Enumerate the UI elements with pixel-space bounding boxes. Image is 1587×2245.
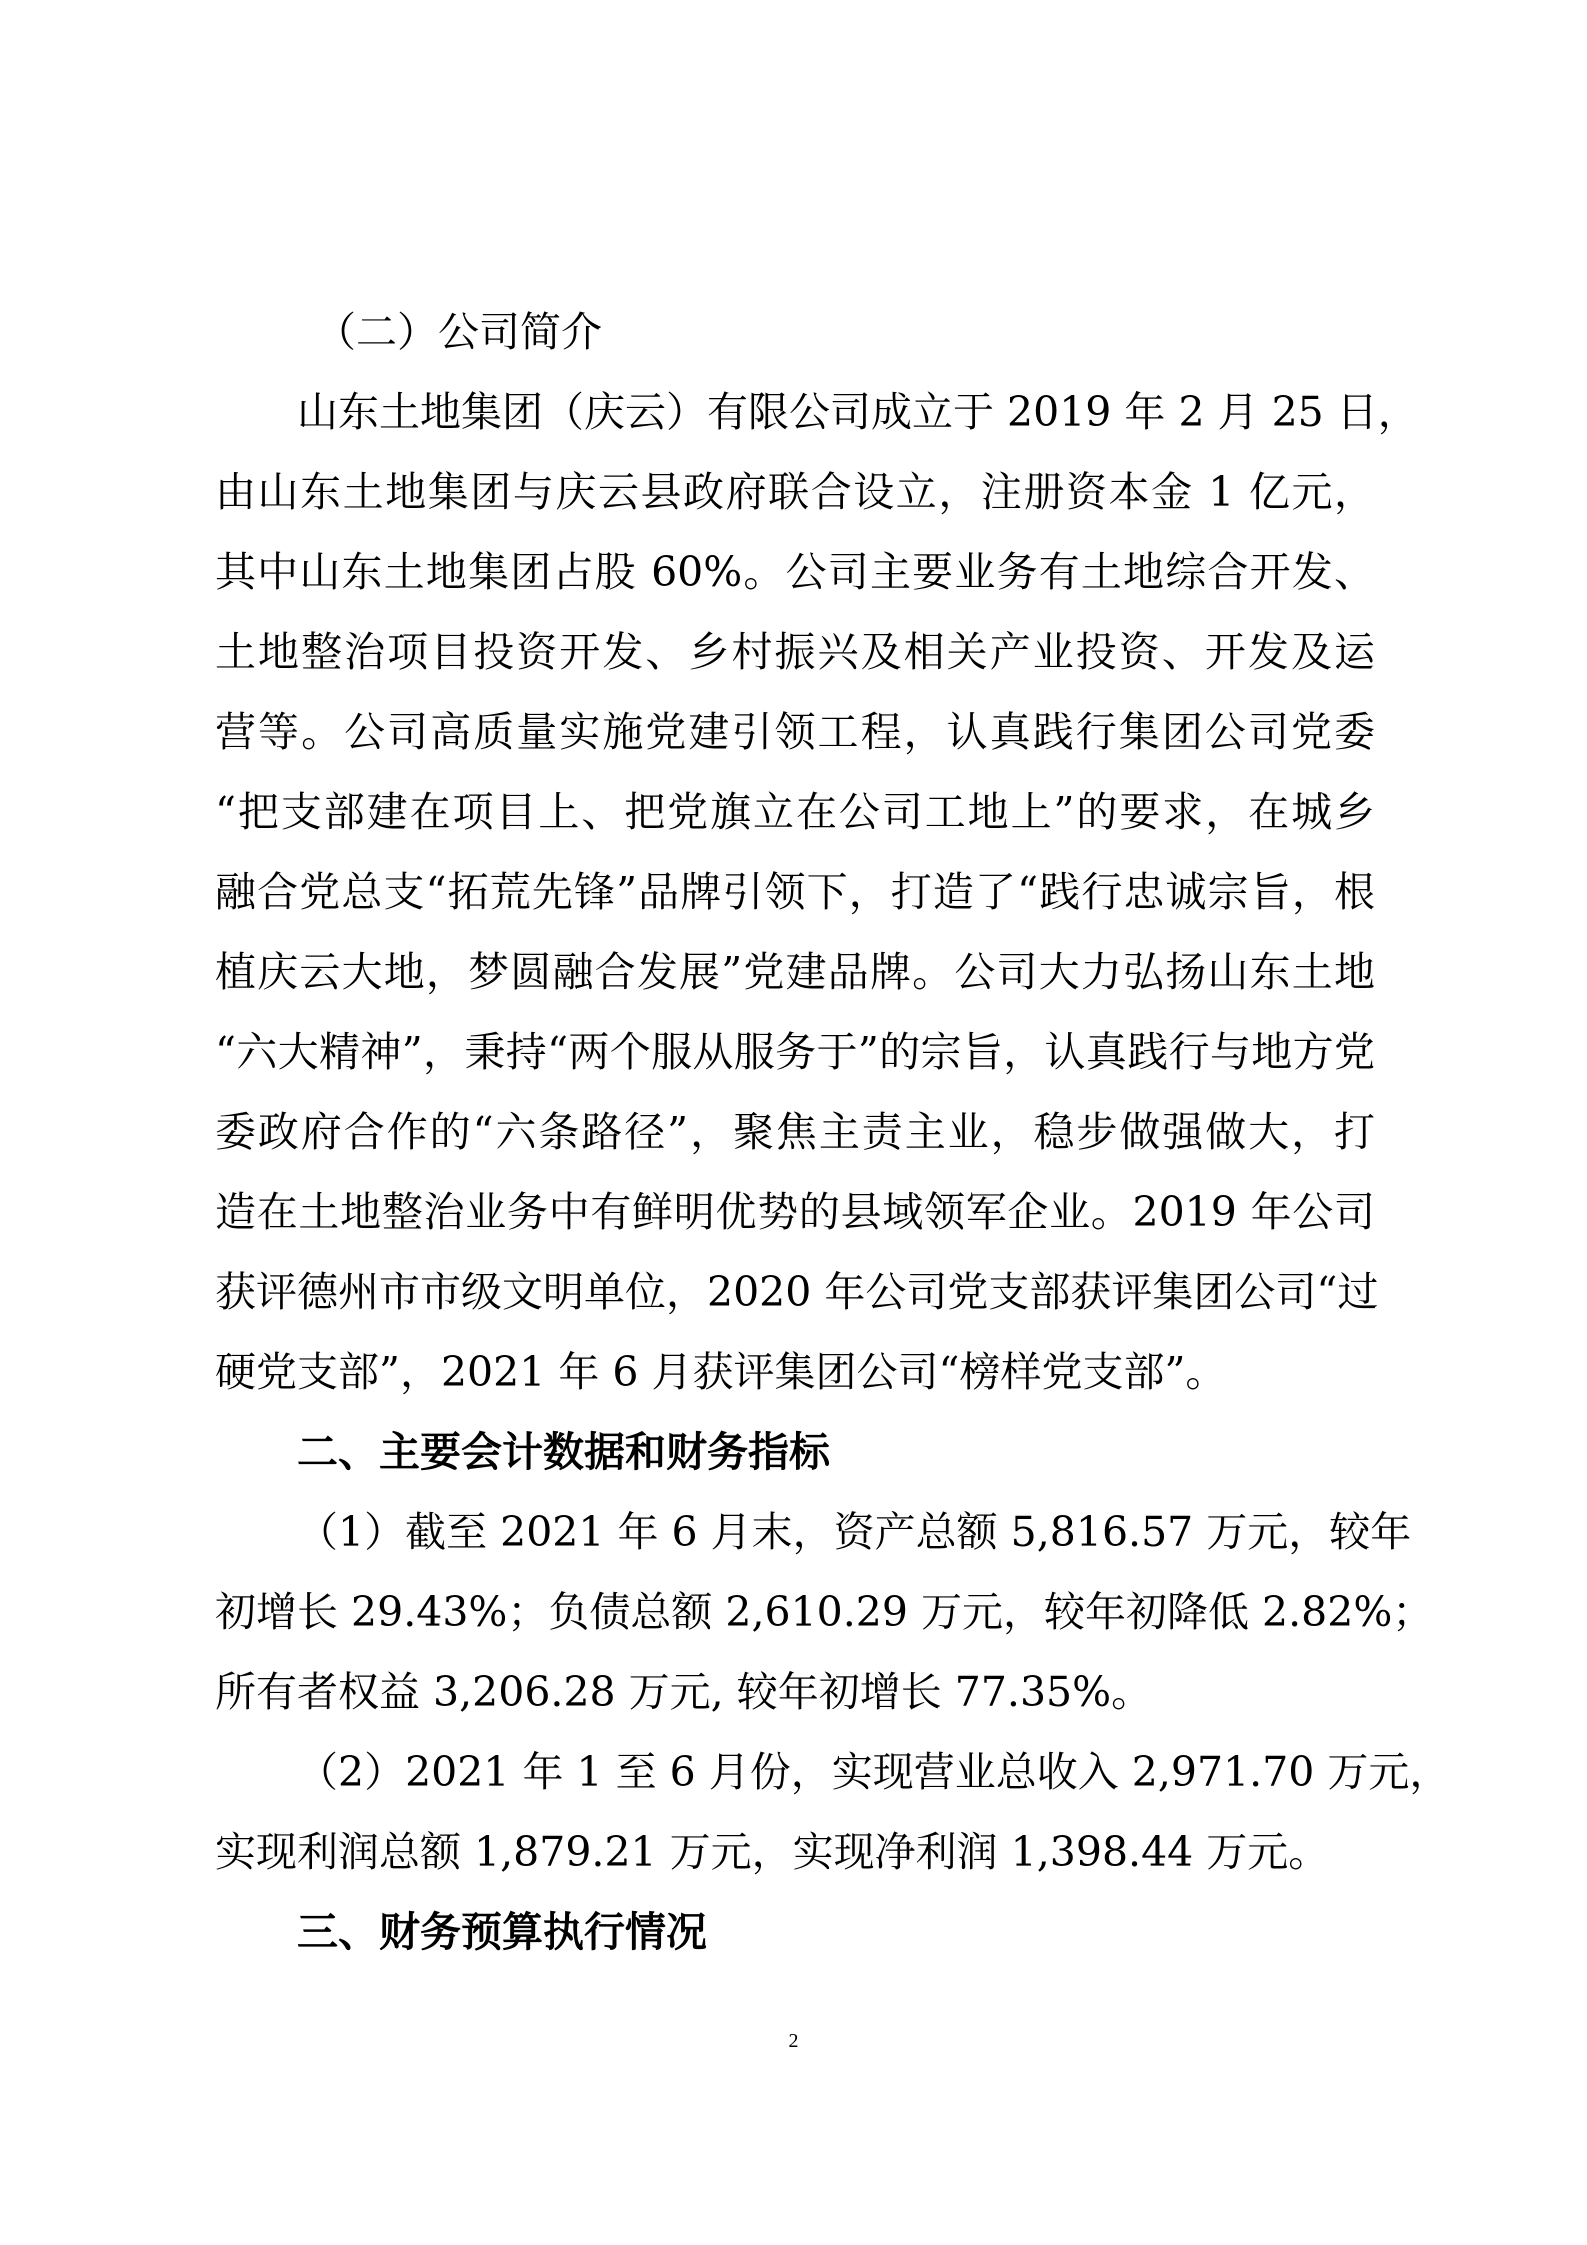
paragraph-line: 获评德州市市级文明单位，2020 年公司党支部获评集团公司“过 bbox=[215, 1268, 1379, 1316]
paragraph-line: 造在土地整治业务中有鲜明优势的县域领军企业。2019 年公司 bbox=[215, 1188, 1375, 1236]
paragraph-line: 植庆云大地，梦圆融合发展”党建品牌。公司大力弘扬山东土地 bbox=[215, 948, 1375, 996]
paragraph-line: 营等。公司高质量实施党建引领工程，认真践行集团公司党委 bbox=[215, 708, 1375, 756]
paragraph-line: “六大精神”，秉持“两个服从服务于”的宗旨，认真践行与地方党 bbox=[215, 1028, 1375, 1076]
paragraph-line: （1）截至 2021 年 6 月末，资产总额 5,816.57 万元，较年 bbox=[297, 1508, 1412, 1556]
page-number: 2 bbox=[788, 2030, 799, 2052]
paragraph-line: 山东土地集团（庆云）有限公司成立于 2019 年 2 月 25 日， bbox=[297, 388, 1419, 436]
paragraph-line: 其中山东土地集团占股 60%。公司主要业务有土地综合开发、 bbox=[215, 548, 1375, 596]
budget-heading: 三、财务预算执行情况 bbox=[297, 1908, 707, 1956]
paragraph-line: 土地整治项目投资开发、乡村振兴及相关产业投资、开发及运 bbox=[215, 628, 1375, 676]
paragraph-line: 由山东土地集团与庆云县政府联合设立，注册资本金 1 亿元， bbox=[215, 468, 1375, 516]
document-body bbox=[215, 292, 1451, 1972]
financials-paragraph-2 bbox=[215, 1732, 1451, 1892]
paragraph-line: 所有者权益 3,206.28 万元, 较年初增长 77.35%。 bbox=[215, 1668, 1153, 1716]
paragraph-line: 委政府合作的“六条路径”，聚焦主责主业，稳步做强做大，打 bbox=[215, 1108, 1375, 1156]
paragraph-line: （2）2021 年 1 至 6 月份，实现营业总收入 2,971.70 万元， bbox=[297, 1748, 1451, 1796]
paragraph-line: “把支部建在项目上、把党旗立在公司工地上”的要求，在城乡 bbox=[215, 788, 1375, 836]
financials-heading: 二、主要会计数据和财务指标 bbox=[297, 1428, 830, 1476]
paragraph-line: 硬党支部”，2021 年 6 月获评集团公司“榜样党支部”。 bbox=[215, 1348, 1227, 1396]
paragraph-line: 实现利润总额 1,879.21 万元，实现净利润 1,398.44 万元。 bbox=[215, 1828, 1330, 1876]
company-intro-heading: （二）公司简介 bbox=[315, 308, 602, 356]
financials-paragraph-1 bbox=[215, 1492, 1434, 1732]
company-intro-paragraph bbox=[215, 372, 1419, 1412]
paragraph-line: 融合党总支“拓荒先锋”品牌引领下，打造了“践行忠诚宗旨，根 bbox=[215, 868, 1375, 916]
paragraph-line: 初增长 29.43%；负债总额 2,610.29 万元，较年初降低 2.82%； bbox=[215, 1588, 1434, 1636]
